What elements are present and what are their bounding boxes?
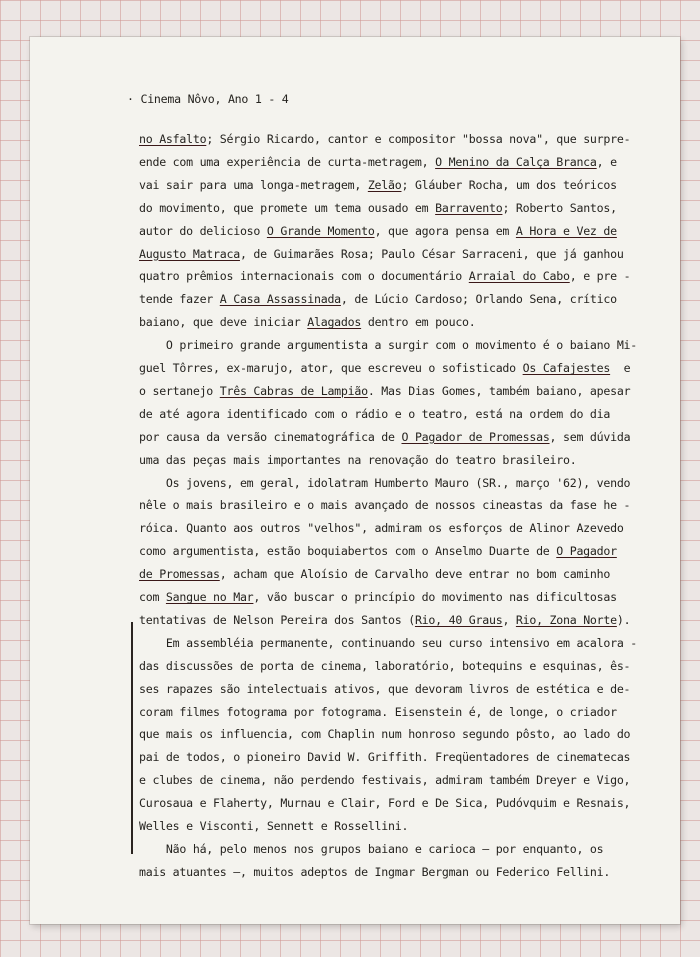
text-segment: O primeiro grande argumentista a surgir com o movimento é o baiano Mi- <box>139 338 638 353</box>
text-segment: o sertanejo <box>139 383 220 398</box>
underlined-title: Zelão <box>367 177 402 192</box>
text-line <box>139 361 630 375</box>
text-line <box>139 155 617 169</box>
text-segment: , de Guimarães Rosa; Paulo César Sarraceni, que já ganhou <box>239 246 624 261</box>
text-line <box>139 201 617 215</box>
underlined-title: O Menino da Calça Branca <box>435 154 597 169</box>
text-line <box>139 567 610 581</box>
text-line <box>139 430 630 444</box>
text-line <box>139 384 630 398</box>
underlined-title: Três Cabras de Lampião <box>219 383 368 398</box>
text-segment: mais atuantes —, muitos adeptos de Ingmar Bergman ou Federico Fellini. <box>139 864 611 879</box>
text-segment: ). <box>616 612 631 627</box>
underlined-title: O Pagador <box>556 544 617 559</box>
text-segment: ses rapazes são intelectuais ativos, que devoram livros de estética e de- <box>139 681 631 696</box>
text-segment: , e pre - <box>569 269 631 284</box>
underlined-title: Rio, Zona Norte <box>515 612 617 627</box>
text-line <box>139 453 576 467</box>
text-line <box>139 544 617 558</box>
text-segment: tende fazer <box>139 292 220 307</box>
text-line <box>139 842 603 856</box>
underlined-title: Barravento <box>435 200 503 215</box>
margin-bracket-mark <box>131 622 133 854</box>
text-segment: ; Gláuber Rocha, um dos teóricos <box>401 177 617 192</box>
text-line <box>139 636 637 650</box>
text-line <box>139 590 617 604</box>
text-line <box>139 338 637 352</box>
text-line <box>139 727 630 741</box>
underlined-title: Rio, 40 Graus <box>414 612 503 627</box>
text-line <box>139 476 630 490</box>
text-segment: , que agora pensa em <box>374 223 516 238</box>
text-line <box>139 613 630 627</box>
underlined-title: A Hora e Vez de <box>515 223 617 238</box>
text-line <box>139 521 624 535</box>
underlined-title: Augusto Matraca <box>139 246 240 261</box>
text-segment: Não há, pelo menos nos grupos baiano e carioca — por enquanto, os <box>139 841 604 856</box>
text-line <box>139 750 630 764</box>
underlined-title: Alagados <box>307 315 362 330</box>
text-segment: do movimento, que promete um tema ousado em <box>139 200 436 215</box>
text-line <box>139 773 630 787</box>
text-segment: como argumentista, estão boquiabertos com o Anselmo Duarte de <box>139 544 557 559</box>
text-segment: tentativas de Nelson Pereira dos Santos ( <box>139 612 415 627</box>
text-segment: com <box>139 590 166 604</box>
text-segment: , de Lúcio Cardoso; Orlando Sena, crítico <box>340 292 617 307</box>
underlined-title: de Promessas <box>139 567 220 582</box>
text-segment: . Mas Dias Gomes, também baiano, apesar <box>367 383 631 398</box>
text-segment: , <box>502 612 516 627</box>
text-line <box>139 498 630 512</box>
underlined-title: Os Cafajestes <box>522 361 611 375</box>
text-segment: de até agora identificado com o rádio e o teatro, está na ordem do dia <box>139 406 611 421</box>
underlined-title: A Casa Assassinada <box>219 292 341 307</box>
text-segment: Os jovens, em geral, idolatram Humberto Mauro (SR., março '62), vendo <box>139 475 631 490</box>
text-segment: por causa da versão cinematográfica de <box>139 429 402 444</box>
text-segment: , sem dúvida <box>549 429 631 444</box>
text-segment: , acham que Aloísio de Carvalho deve entrar no bom caminho <box>219 567 611 582</box>
text-segment: Curosaua e Flaherty, Murnau e Clair, Ford e De Sica, Pudóvquim e Resnais, <box>139 796 631 811</box>
underlined-title: O Grande Momento <box>266 223 375 238</box>
text-line <box>139 865 610 879</box>
text-segment: que mais os influencia, com Chaplin num honroso segundo pôsto, ao lado do <box>139 727 631 742</box>
underlined-title: Sangue no Mar <box>165 590 254 604</box>
text-segment: Em assembléia permanente, continuando seu curso intensivo em acalora - <box>139 635 638 650</box>
text-line <box>139 705 617 719</box>
text-line <box>139 178 617 192</box>
text-line <box>139 682 630 696</box>
text-line <box>139 224 617 238</box>
text-line <box>139 819 408 833</box>
underlined-title: no Asfalto <box>139 132 207 146</box>
text-segment: quatro prêmios internacionais com o documentário <box>139 269 469 284</box>
text-segment: ende com uma experiência de curta-metragem, <box>139 154 436 169</box>
text-segment: uma das peças mais importantes na renovação do teatro brasileiro. <box>139 452 577 467</box>
text-line <box>139 269 630 283</box>
text-line <box>139 407 610 421</box>
text-segment: vai sair para uma longa-metragem, <box>139 177 368 192</box>
text-segment: dentro em pouco. <box>361 315 476 330</box>
text-segment: baiano, que deve iniciar <box>139 315 308 330</box>
text-line <box>139 247 624 261</box>
text-segment: pai de todos, o pioneiro David W. Griffith. Freqüentadores de cinematecas <box>139 750 631 765</box>
text-segment: coram filmes fotograma por fotograma. Eisenstein é, de longe, o criador <box>139 704 617 719</box>
text-line <box>139 315 476 329</box>
text-segment: guel Tôrres, ex-marujo, ator, que escreveu o sofisticado <box>139 361 523 375</box>
text-segment: e <box>610 361 631 375</box>
text-segment: róica. Quanto aos outros "velhos", admiram os esforços de Alinor Azevedo <box>139 521 624 536</box>
text-segment: , vão buscar o princípio do movimento nas dificultosas <box>253 590 617 604</box>
text-line <box>139 132 630 146</box>
text-segment: ; Sérgio Ricardo, cantor e compositor "bossa nova", que surpre- <box>206 132 631 146</box>
page-header: · Cinema Nôvo, Ano 1 - 4 <box>127 92 289 106</box>
text-segment: Welles e Visconti, Sennett e Rossellini. <box>139 819 409 833</box>
text-line <box>139 659 630 673</box>
text-segment: e clubes de cinema, não perdendo festivais, admiram também Dreyer e Vigo, <box>139 773 631 788</box>
text-segment: , e <box>596 154 617 169</box>
text-segment: ; Roberto Santos, <box>502 200 617 215</box>
text-line <box>139 292 617 306</box>
text-segment: das discussões de porta de cinema, laboratório, botequins e esquinas, ês- <box>139 658 631 673</box>
underlined-title: O Pagador de Promessas <box>401 429 550 444</box>
text-line <box>139 796 630 810</box>
text-segment: autor do delicioso <box>139 223 267 238</box>
text-segment: nêle o mais brasileiro e o mais avançado de nossos cineastas da fase he - <box>139 498 631 513</box>
underlined-title: Arraial do Cabo <box>468 269 570 284</box>
